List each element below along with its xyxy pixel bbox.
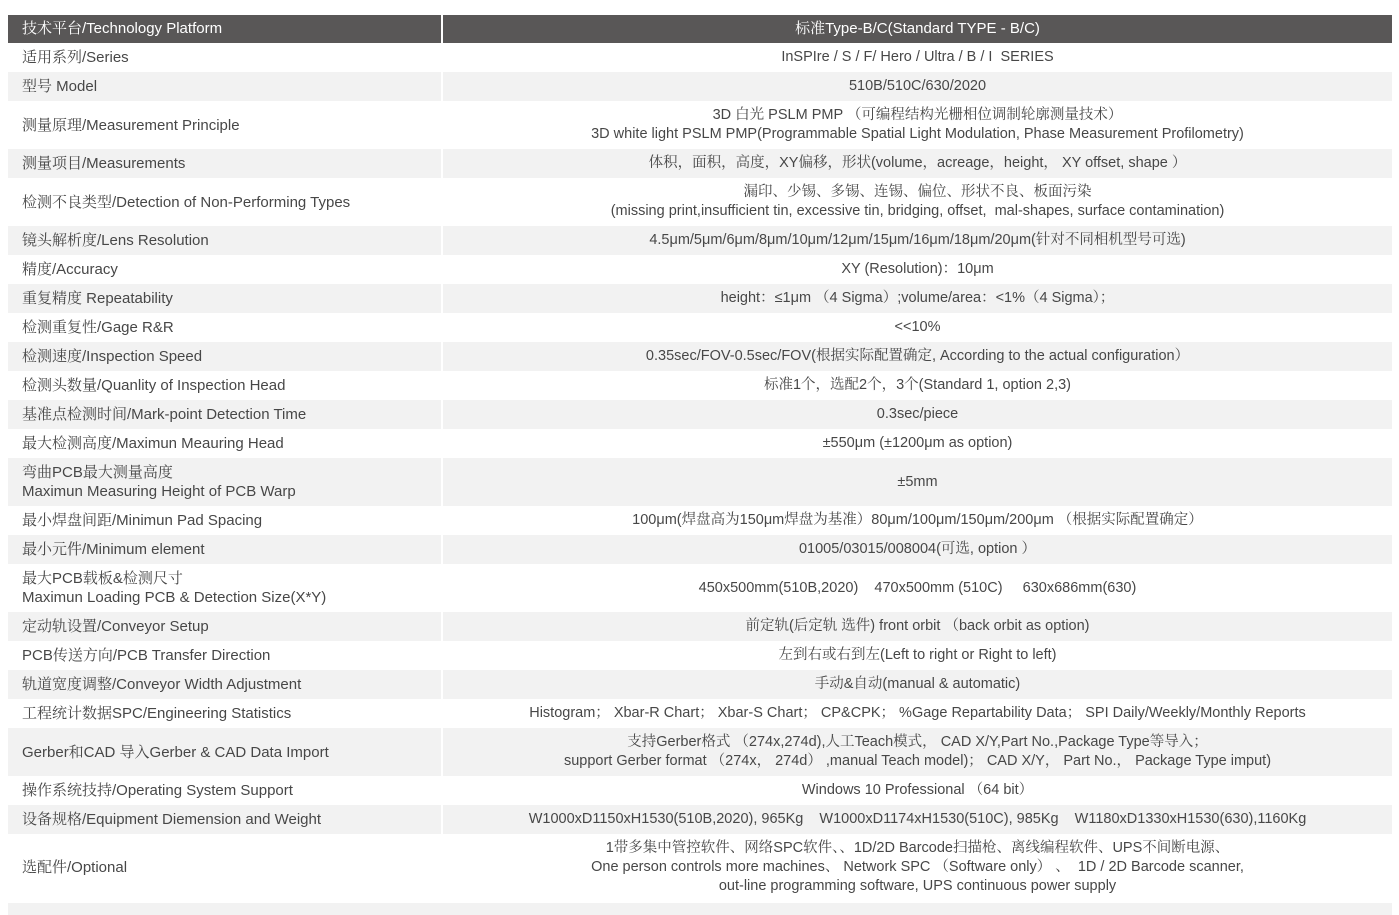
row-label: 检测重复性/Gage R&R xyxy=(8,313,443,342)
row-value: ±550μm (±1200μm as option) xyxy=(822,435,1013,451)
partial-row xyxy=(8,903,1392,915)
table-row xyxy=(8,226,1392,255)
row-label: 精度/Accuracy xyxy=(8,255,443,284)
row-label: 最大检测高度/Maximun Meauring Head xyxy=(8,429,443,458)
row-value: 体积，面积，高度，XY偏移，形状(volume，acreage，height， XY offset, shape ） xyxy=(648,155,1187,171)
row-label: 适用系列/Series xyxy=(8,43,443,72)
row-label: 设备规格/Equipment Diemension and Weight xyxy=(8,805,443,834)
row-label: 选配件/Optional xyxy=(8,834,443,901)
table-row xyxy=(8,641,1392,670)
row-value: 漏印、少锡、多锡、连锡、偏位、形状不良、板面污染 (missing print,insufficient tin, excessive tin, bridging, offset, mal-shapes, surface contamination) xyxy=(610,184,1225,219)
row-label: 检测速度/Inspection Speed xyxy=(8,342,443,371)
header-cell-platform: 技术平台/Technology Platform xyxy=(8,15,443,43)
row-value: XY (Resolution)：10μm xyxy=(841,261,994,277)
row-value: 100μm(焊盘高为150μm焊盘为基准）80μm/100μm/150μm/200μm （根据实际配置确定） xyxy=(632,512,1203,528)
row-value: 4.5μm/5μm/6μm/8μm/10μm/12μm/15μm/16μm/18μm/20μm(针对不同相机型号可选) xyxy=(649,232,1186,248)
spec-table xyxy=(8,15,1392,915)
row-label: 定动轨设置/Conveyor Setup xyxy=(8,612,443,641)
row-label: 型号 Model xyxy=(8,72,443,101)
table-row xyxy=(8,776,1392,805)
table-row xyxy=(8,178,1392,226)
row-value: 前定轨(后定轨 选件) front orbit （back orbit as option) xyxy=(745,618,1090,634)
row-value: 左到右或右到左(Left to right or Right to left) xyxy=(778,647,1057,663)
row-label: 操作系统技持/Operating System Support xyxy=(8,776,443,805)
row-label: 轨道宽度调整/Conveyor Width Adjustment xyxy=(8,670,443,699)
row-value: Histogram； Xbar-R Chart； Xbar-S Chart； CP&CPK； %Gage Repartability Data； SPI Daily/Weekly/Monthly Reports xyxy=(529,705,1306,721)
table-row xyxy=(8,101,1392,149)
row-label: 检测头数量/Quanlity of Inspection Head xyxy=(8,371,443,400)
table-row xyxy=(8,400,1392,429)
table-row xyxy=(8,612,1392,641)
table-row xyxy=(8,371,1392,400)
row-value: 450x500mm(510B,2020) 470x500mm (510C) 630x686mm(630) xyxy=(698,579,1137,596)
row-value: height：≤1μm （4 Sigma）;volume/area：<1%（4 Sigma）； xyxy=(720,290,1115,306)
row-value: InSPIre / S / F/ Hero / Ultra / B / I SERIES xyxy=(781,49,1054,65)
table-row xyxy=(8,805,1392,834)
row-label: 最小焊盘间距/Minimun Pad Spacing xyxy=(8,506,443,535)
row-value: 510B/510C/630/2020 xyxy=(848,78,987,94)
row-label: 最大PCB载板&检测尺寸 Maximun Loading PCB & Detection Size(X*Y) xyxy=(8,564,443,612)
row-label: 测量原理/Measurement Principle xyxy=(8,101,443,149)
row-value: 手动&自动(manual & automatic) xyxy=(814,676,1021,692)
row-value: 0.3sec/piece xyxy=(876,406,959,422)
row-label: Gerber和CAD 导入Gerber & CAD Data Import xyxy=(8,728,443,776)
row-label: 基准点检测时间/Mark-point Detection Time xyxy=(8,400,443,429)
row-value: 0.35sec/FOV-0.5sec/FOV(根据实际配置确定, According to the actual configuration） xyxy=(645,348,1190,364)
row-label: PCB传送方向/PCB Transfer Direction xyxy=(8,641,443,670)
row-label: 弯曲PCB最大测量高度 Maximun Measuring Height of PCB Warp xyxy=(8,458,443,506)
table-row xyxy=(8,834,1392,901)
row-value: ±5mm xyxy=(897,473,938,490)
table-row xyxy=(8,535,1392,564)
table-row xyxy=(8,458,1392,506)
table-row xyxy=(8,342,1392,371)
row-value: W1000xD1150xH1530(510B,2020), 965Kg W1000xD1174xH1530(510C), 985Kg W1180xD1330xH1530(630),1160Kg xyxy=(528,811,1307,827)
table-row xyxy=(8,429,1392,458)
row-label: 镜头解析度/Lens Resolution xyxy=(8,226,443,255)
row-label: 测量项目/Measurements xyxy=(8,149,443,178)
row-value: 01005/03015/008004(可选, option ） xyxy=(798,541,1036,557)
row-value: 1带多集中管控软件、网络SPC软件、、1D/2D Barcode扫描枪、离线编程软件、UPS不间断电源、 One person controls more machines、 Network SPC （Software only） 、 1D / 2D Barcode scanner, out-line programming software, UPS continuous power supply xyxy=(591,840,1244,894)
table-row xyxy=(8,313,1392,342)
table-header-row xyxy=(8,15,1392,43)
row-label: 重复精度 Repeatability xyxy=(8,284,443,313)
table-row xyxy=(8,284,1392,313)
table-row xyxy=(8,670,1392,699)
row-value: <<10% xyxy=(894,319,941,335)
row-value: Windows 10 Professional （64 bit） xyxy=(801,782,1034,798)
row-label: 检测不良类型/Detection of Non-Performing Types xyxy=(8,178,443,226)
table-row xyxy=(8,699,1392,728)
row-value: 标准1个，选配2个，3个(Standard 1, option 2,3) xyxy=(763,377,1072,393)
table-row xyxy=(8,72,1392,101)
table-row xyxy=(8,149,1392,178)
header-cell-standard-type: 标准Type-B/C(Standard TYPE - B/C) xyxy=(443,15,1392,43)
table-row xyxy=(8,255,1392,284)
table-row xyxy=(8,728,1392,776)
row-label: 工程统计数据SPC/Engineering Statistics xyxy=(8,699,443,728)
row-value: 支持Gerber格式 （274x,274d),人工Teach模式， CAD X/Y,Part No.,Package Type等导入； support Gerber format （274x， 274d） ,manual Teach model)； CAD X/Y， Part No.， Package Type imput) xyxy=(563,734,1272,769)
table-row xyxy=(8,506,1392,535)
table-row xyxy=(8,43,1392,72)
table-row xyxy=(8,564,1392,612)
row-value: 3D 白光 PSLM PMP （可编程结构光栅相位调制轮廓测量技术） 3D white light PSLM PMP(Programmable Spatial Light Modulation, Phase Measurement Profilometry) xyxy=(591,107,1244,142)
row-label: 最小元件/Minimum element xyxy=(8,535,443,564)
spec-table-body xyxy=(8,43,1392,901)
